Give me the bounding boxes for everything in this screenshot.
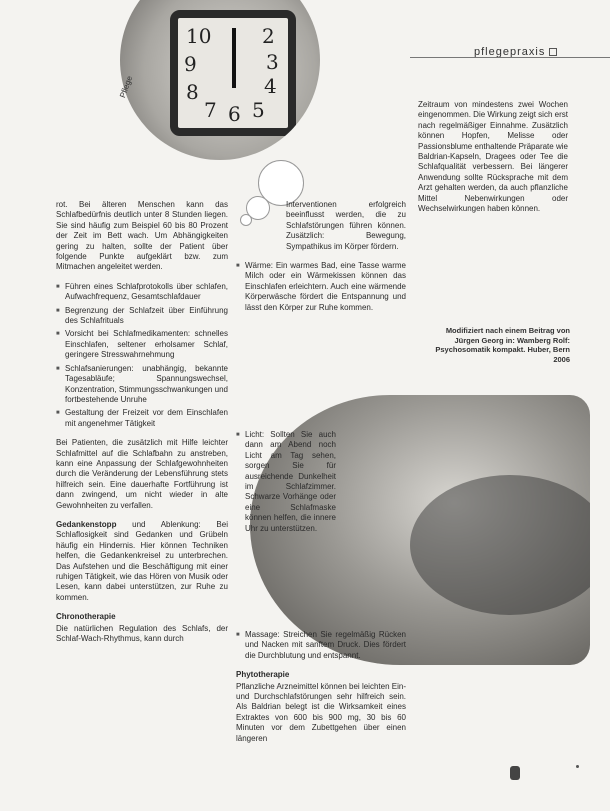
clock-numeral: 3 (266, 50, 279, 74)
bullet-list (236, 430, 336, 534)
clock-numeral: 5 (252, 98, 265, 122)
subheading: Phytotherapie (236, 670, 290, 680)
clock-numeral: 4 (264, 74, 277, 98)
column-middle (236, 200, 406, 322)
list-item: ■ Gestaltung der Freizeit vor dem Einschlafen mit angenehmer Tätigkeit (56, 408, 228, 429)
subheading: Chronotherapie (56, 612, 116, 622)
column-middle-continued (236, 430, 336, 543)
paragraph-text: und Ablenkung: Bei Schlaflosigkeit sind Gedanken und Grübeln häufig ein Hindernis. Hier können Techniken helfen, die Gedankenkreisel zu unterbrechen. Das Aufstehen und die Beschäftigung mit einer ruhigen Tätigkeit, wie das Hören von Musik oder Lesen, kann dabei unterstützen, zur Ruhe zu kommen. (56, 519, 228, 602)
paragraph: Zeitraum von mindestens zwei Wochen eingenommen. Die Wirkung zeigt sich erst nach regelmäßiger Einnahme. Zusätzlich können Hopfen, Melisse oder Passionsblume enthaltende Präparate wie Baldrian-Kapseln, Dragees oder Tee die Schlafqualität verbessern. Bei längerer Anwendung sollte Rücksprache mit dem Arzt gehalten werden, da auch pflanzliche Mittel Nebenwirkungen oder Wechselwirkungen haben können. (418, 100, 568, 214)
list-item: ■ Begrenzung der Schlafzeit über Einführung des Schlafrituals (56, 306, 228, 327)
clock-numeral: 9 (184, 52, 197, 76)
list-item: ■ Schlafsanierungen: unabhängig, bekannte Tagesabläufe; Spannungswechsel, Konzentration, Stimmungsschwankungen und fortbestehende Unruhe (56, 364, 228, 406)
column-middle-lower (236, 630, 406, 753)
photo-credit-vertical: Pflege (118, 74, 135, 100)
photo-shadow (410, 475, 590, 615)
list-item: ■ Führen eines Schlafprotokolls über schlafen, Aufwachfrequenz, Gesamtschlafdauer (56, 282, 228, 303)
section-title-text: pflegepraxis (474, 46, 546, 58)
page-dot (576, 765, 579, 768)
column-right (418, 100, 568, 223)
source-credit: Modifiziert nach einem Beitrag von Jürgen Georg in: Wamberg Rolf: Psychosomatik kompakt. Huber, Bern 2006 (435, 326, 570, 364)
clock-face (170, 10, 296, 136)
list-item: ■ Wärme: Ein warmes Bad, eine Tasse warme Milch oder ein Wärmekissen können das Einschlafen erleichtern. Auch eine wärmende Körperwäsche fördert die Entspannung und lässt den Körper zur Ruhe kommen. (236, 261, 406, 313)
section-marker-icon (549, 48, 557, 56)
header-rule (410, 57, 610, 58)
clock-numeral: 2 (262, 24, 275, 48)
list-item: ■ Vorsicht bei Schlafmedikamenten: schnelles Einschlafen, seltener erholsamer Schlaf, geringere Stresswahrnehmung (56, 329, 228, 360)
paragraph: Pflanzliche Arzneimittel können bei leichten Ein- und Durchschlafstörungen sehr hilfreich sein. Als Baldrian belegt ist die Wirksamkeit eines Extraktes von 600 bis 900 mg, 30 bis 60 Minuten vor dem Zubettgehen über einen längeren (236, 681, 406, 743)
page-marker-icon (510, 766, 520, 780)
paragraph: Interventionen erfolgreich beeinflusst werden, die zu Schlafstörungen führen können. Zusätzlich: Bewegung, Sympathikus im Körper fördern. (286, 200, 406, 251)
clock-numeral: 6 (228, 102, 241, 126)
list-item: ■ Massage: Streichen Sie regelmäßig Rücken und Nacken mit sanftem Druck. Dies fördert die Durchblutung und entspannt. (236, 630, 406, 661)
clock-hand (232, 28, 236, 88)
list-item: ■ Licht: Sollten Sie auch dann am Abend noch Licht am Tag sehen, sorgen Sie für ausreichende Dunkelheit im Schlafzimmer. Schwarze Vorhänge oder eine Schlafmaske können helfen, die innere Uhr zu unterstützen. (236, 430, 336, 534)
clock-numeral: 8 (186, 80, 199, 104)
bullet-list (56, 282, 228, 429)
clock-photo (120, 0, 320, 160)
bullet-list (236, 261, 406, 313)
clock-numeral: 7 (204, 98, 217, 122)
clock-numeral: 10 (186, 24, 212, 48)
subheading: Gedankenstopp (56, 519, 117, 529)
paragraph: Bei Patienten, die zusätzlich mit Hilfe leichter Schlafmittel auf die Schlafbahn zu anstreben, kann eine Anpassung der Schlafgewohnheiten durch die Veränderung der Lebensführung stets hilfreich sein. Eine dauerhafte Fortführung ist dann zwingend, um nicht wieder in alte Gewohnheiten zu verfallen. (56, 438, 228, 510)
column-left (56, 200, 228, 653)
bullet-list (236, 630, 406, 661)
paragraph (56, 520, 228, 603)
paragraph: Die natürlichen Regulation des Schlafs, der Schlaf-Wach-Rhythmus, kann durch (56, 623, 228, 644)
paragraph: rot. Bei älteren Menschen kann das Schlafbedürfnis deutlich unter 8 Stunden liegen. Sie sind häufig zum Beispiel 60 bis 80 Prozent der Zeit im Bett wach. Um Abhängigkeiten gering zu halten, sollte der Patient über folgende Punkte aufgeklärt bzw. zum Mitmachen angeleitet werden. (56, 200, 228, 272)
